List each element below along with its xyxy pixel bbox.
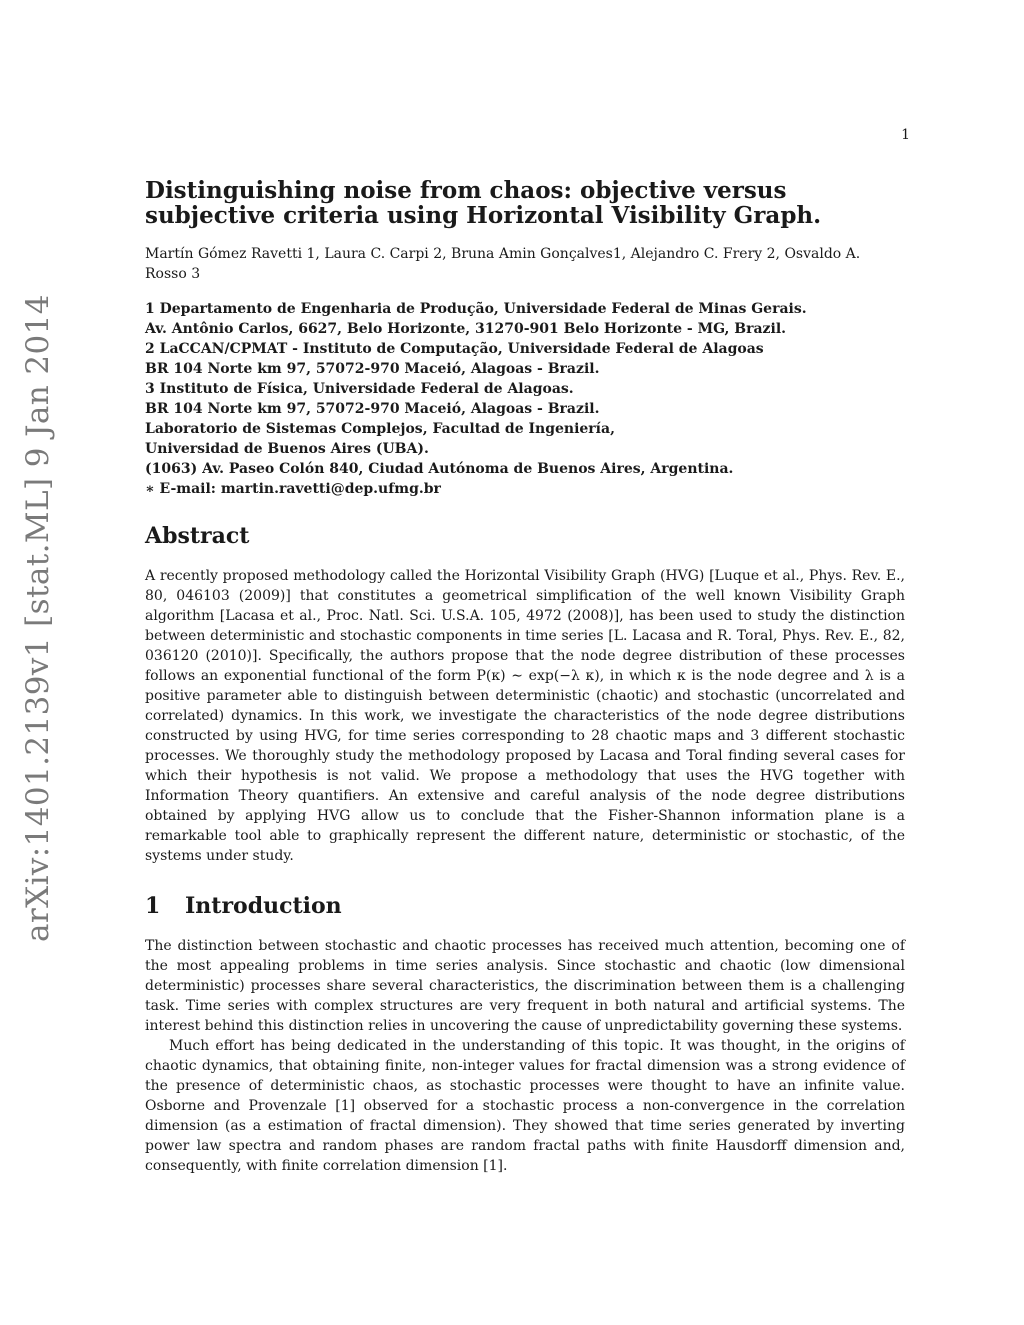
- abstract-heading: Abstract: [145, 523, 250, 549]
- affiliation-line: BR 104 Norte km 97, 57072-970 Maceió, Alagoas - Brazil.: [145, 401, 600, 417]
- abstract-paragraph: A recently proposed methodology called the Horizontal Visibility Graph (HVG) [Luque et al., Phys. Rev. E., 80, 046103 (2009)] that constitutes a geometrical simplification of the well known Visibility Graph algorithm [Lacasa et al., Proc. Natl. Sci. U.S.A. 105, 4972 (2008)], has been used to study the distinction between deterministic and stochastic components in time series [L. Lacasa and R. Toral, Phys. Rev. E., 82, 036120 (2010)]. Specifically, the authors propose that the node degree distribution of these processes follows an exponential functional of the form P(κ) ∼ exp(−λ κ), in which κ is the node degree and λ is a positive parameter able to distinguish between deterministic (chaotic) and stochastic (uncorrelated and correlated) dynamics. In this work, we investigate the characteristics of the node degree distributions constructed by using HVG, for time series corresponding to 28 chaotic maps and 3 different stochastic processes. We thoroughly study the methodology proposed by Lacasa and Toral finding several cases for which their hypothesis is not valid. We propose a methodology that uses the HVG together with Information Theory quantifiers. An extensive and careful analysis of the node degree distributions obtained by applying HVG allow us to conclude that the Fisher-Shannon information plane is a remarkable tool able to graphically represent the different nature, deterministic or stochastic, of the systems under study.: [145, 568, 905, 864]
- paper-title: Distinguishing noise from chaos: objective versus subjective criteria using Horizontal Visibility Graph.: [145, 177, 822, 229]
- arxiv-identifier-stamp: arXiv:1401.2139v1 [stat.ML] 9 Jan 2014: [20, 294, 56, 942]
- affiliation-line: BR 104 Norte km 97, 57072-970 Maceió, Alagoas - Brazil.: [145, 361, 600, 377]
- affiliation-line: 3 Instituto de Física, Universidade Federal de Alagoas.: [145, 381, 574, 397]
- introduction-paragraph: The distinction between stochastic and chaotic processes has received much attention, becoming one of the most appealing problems in time series analysis. Since stochastic and chaotic (low dimensional deterministic) processes share several characteristics, the discrimination between them is a challenging task. Time series with complex structures are very frequent in both natural and artificial systems. The interest behind this distinction relies in uncovering the cause of unpredictability governing these systems.: [145, 938, 905, 1034]
- introduction-heading: [145, 893, 905, 919]
- page-number: 1: [901, 127, 910, 143]
- section-title: Introduction: [185, 893, 342, 919]
- affiliation-block: [145, 299, 905, 499]
- affiliation-line: Laboratorio de Sistemas Complejos, Facultad de Ingeniería,: [145, 421, 615, 437]
- author-list: Martín Gómez Ravetti 1, Laura C. Carpi 2, Bruna Amin Gonçalves1, Alejandro C. Frery 2, Osvaldo A. Rosso 3: [145, 246, 861, 282]
- affiliation-line: Universidad de Buenos Aires (UBA).: [145, 441, 429, 457]
- contact-email: ∗ E-mail: martin.ravetti@dep.ufmg.br: [145, 481, 441, 497]
- affiliation-line: Av. Antônio Carlos, 6627, Belo Horizonte, 31270-901 Belo Horizonte - MG, Brazil.: [145, 321, 787, 337]
- introduction-paragraph: Much effort has being dedicated in the understanding of this topic. It was thought, in the origins of chaotic dynamics, that obtaining finite, non-integer values for fractal dimension was a strong evidence of the presence of deterministic chaos, as stochastic processes were thought to have an infinite value. Osborne and Provenzale [1] observed for a stochastic process a non-convergence in the correlation dimension (as a estimation of fractal dimension). They showed that time series generated by inverting power law spectra and random phases are random fractal paths with finite Hausdorff dimension and, consequently, with finite correlation dimension [1].: [145, 1038, 905, 1174]
- affiliation-line: (1063) Av. Paseo Colón 840, Ciudad Autónoma de Buenos Aires, Argentina.: [145, 461, 734, 477]
- affiliation-line: 2 LaCCAN/CPMAT - Instituto de Computação, Universidade Federal de Alagoas: [145, 341, 764, 357]
- affiliation-line: 1 Departamento de Engenharia de Produção, Universidade Federal de Minas Gerais.: [145, 301, 807, 317]
- section-number: 1: [145, 893, 161, 919]
- paper-body: [145, 178, 905, 1176]
